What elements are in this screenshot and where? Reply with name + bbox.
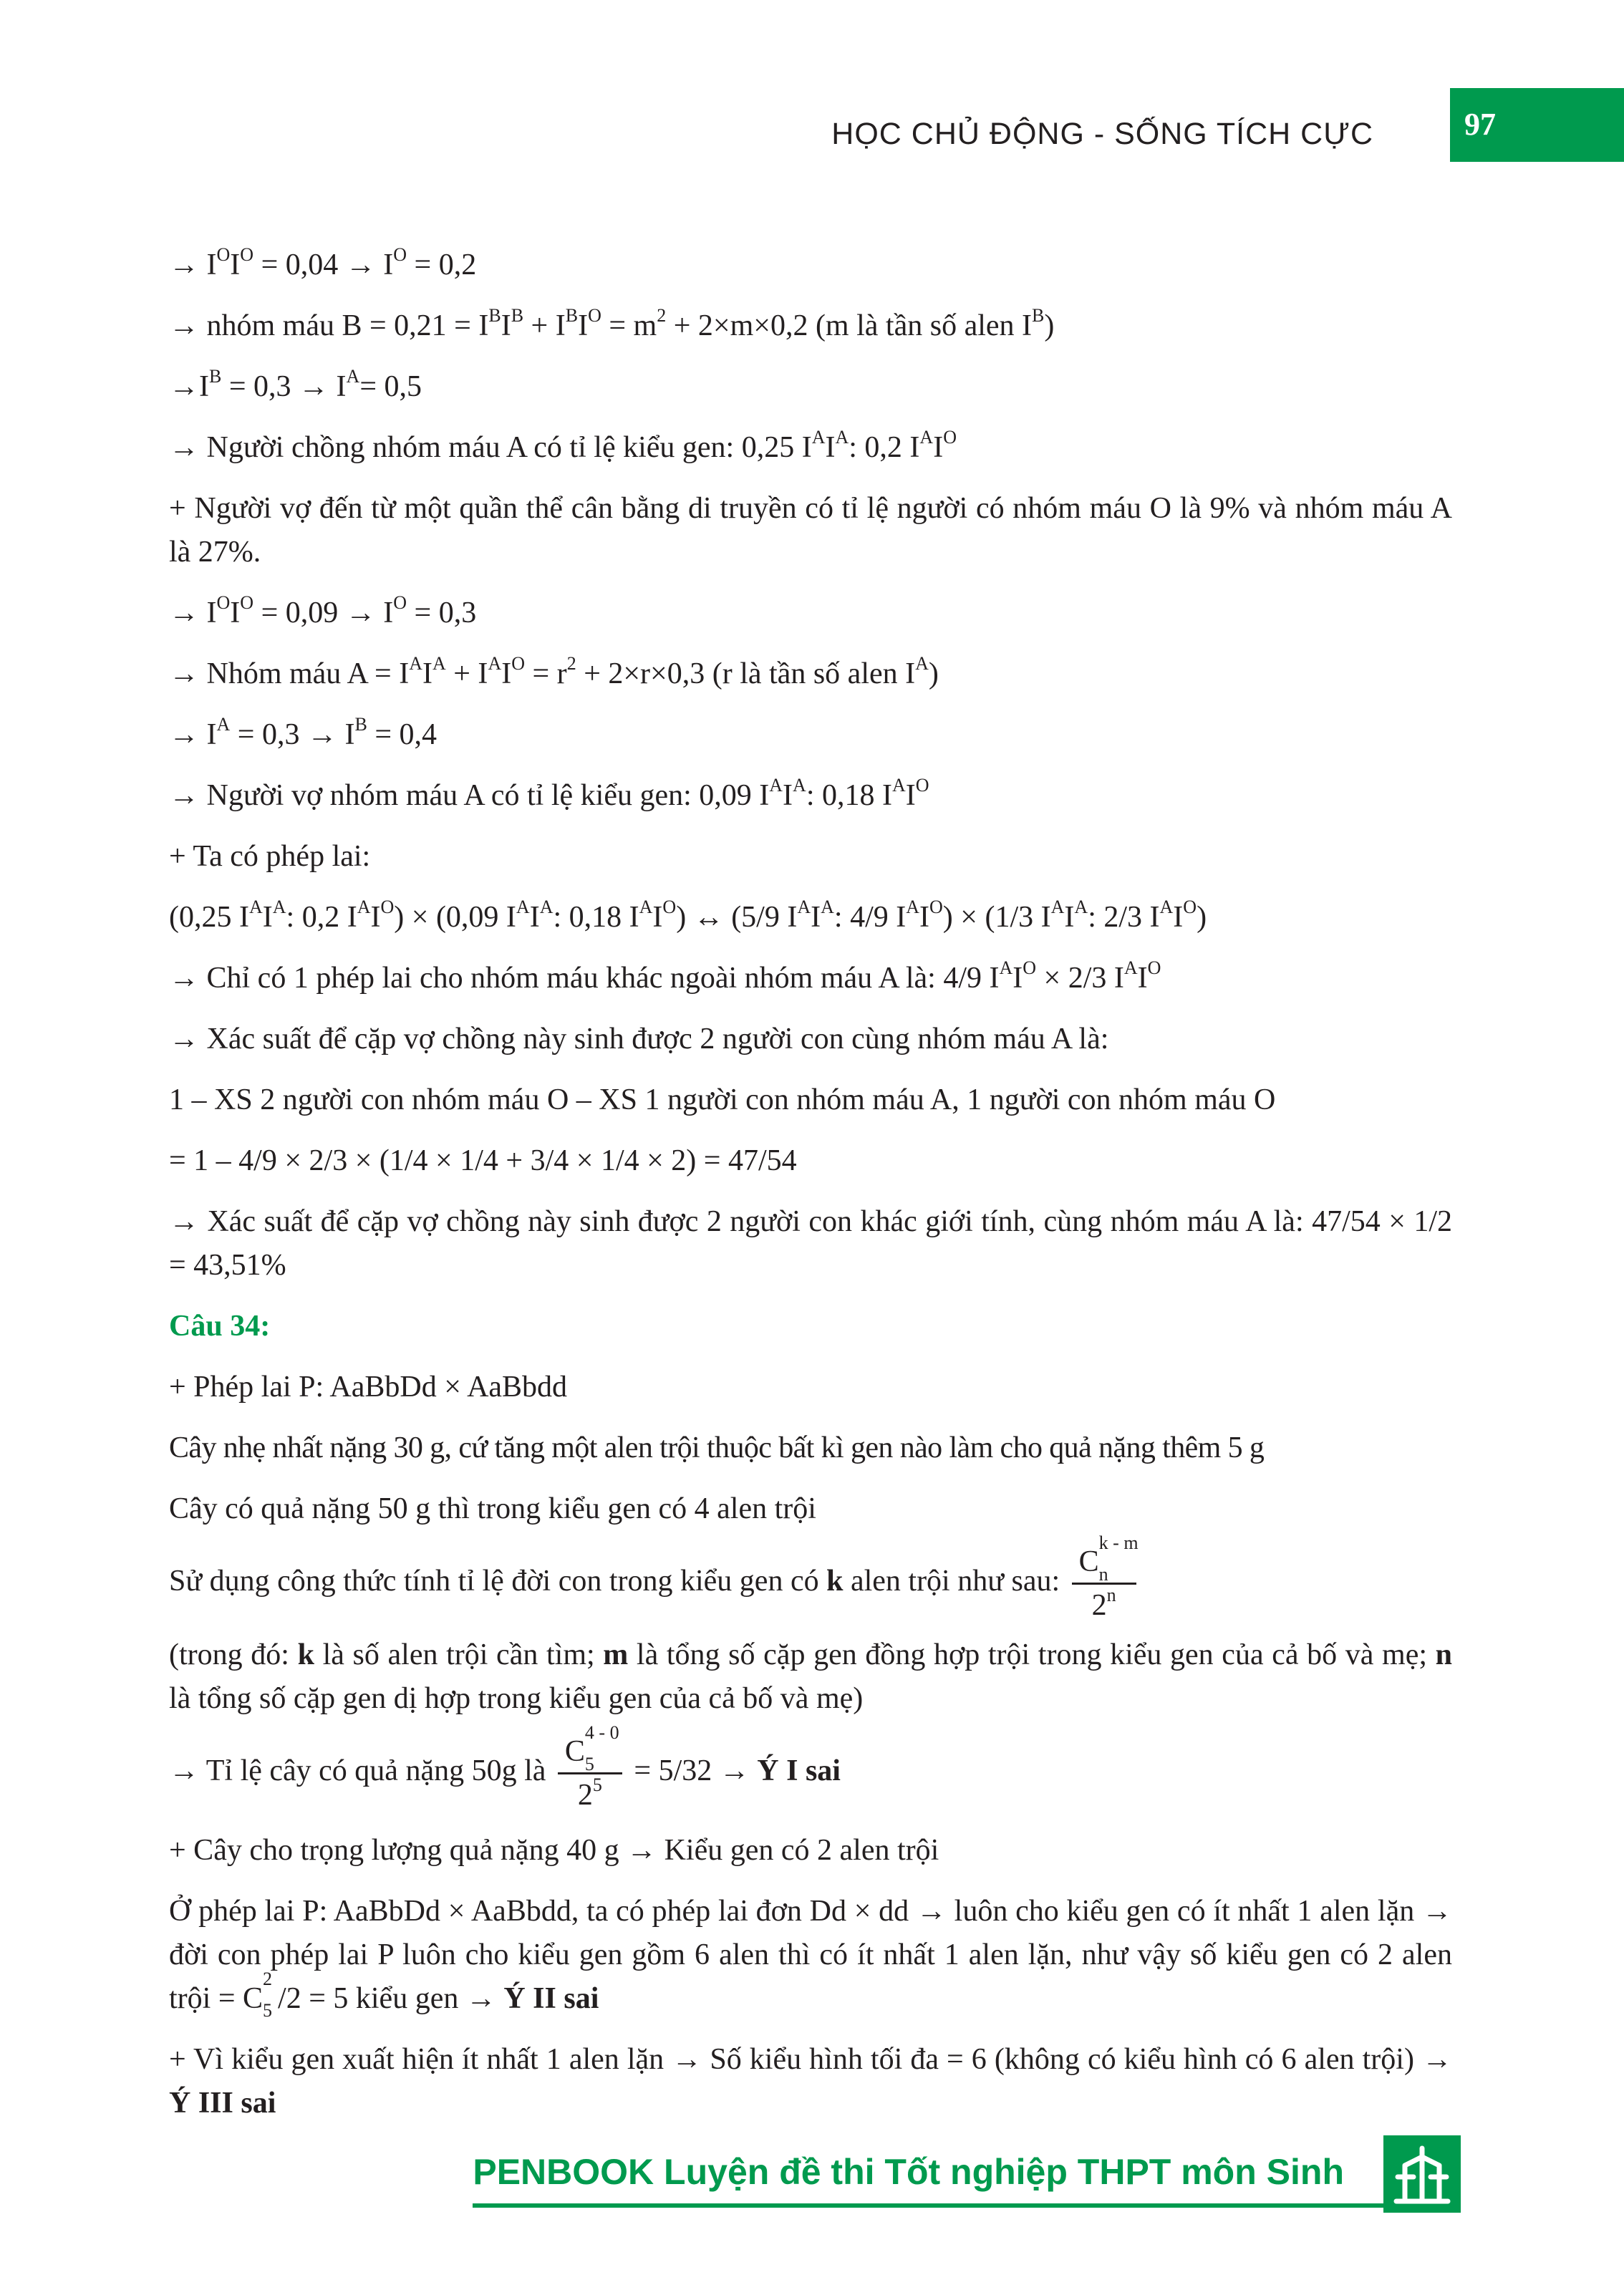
line-5: + Người vợ đến từ một quần thể cân bằng di truyền có tỉ lệ người có nhóm máu O là 9% và nhóm máu A là 27%. xyxy=(169,492,1452,569)
footer-rule xyxy=(473,2203,1391,2208)
line-13: → Xác suất để cặp vợ chồng này sinh được 2 người con cùng nhóm máu A là: xyxy=(169,1023,1109,1056)
footer-title: PENBOOK Luyện đề thi Tốt nghiệp THPT môn Sinh xyxy=(473,2152,1344,2192)
line-24: Ở phép lai P: AaBbDd × AaBbdd, ta có phép lai đơn Dd × dd → luôn cho kiểu gen có ít nhất 1 alen lặn → đời con phép lai P luôn cho kiểu gen gồm 6 alen thì có ít nhất 1 alen lặn, như vậy số kiểu gen có 2 alen trội = C 2 5 /2 = 5 kiểu gen → Ý II sai xyxy=(169,1895,1452,2021)
line-7: → Nhóm máu $A = I^AI^A + I^AI^O = r^2 + 2\times r\times 0,3$ (r là tần số alen $I^A$) xyxy=(169,653,939,690)
line-19: Cây có quả nặng 50 g thì trong kiểu gen có 4 alen trội xyxy=(169,1492,816,1525)
line-17: + Phép lai P: AaBbDd × AaBbdd xyxy=(169,1371,568,1404)
line-8: → $I^A = 0,3 \to I^B = 0,4$ xyxy=(169,714,437,751)
line-12: → Chỉ có 1 phép lai cho nhóm máu khác ngoài nhóm máu A là: 4/9 $I^AI^O \times 2/3$ $I^AI^O$ xyxy=(169,957,1161,995)
line-25: + Vì kiểu gen xuất hiện ít nhất 1 alen lặn → Số kiểu hình tối đa = 6 (không có kiểu hình có 6 alen trội) → Ý III sai xyxy=(169,2043,1453,2120)
line-10: + Ta có phép lai: xyxy=(169,840,371,873)
combination-c52: C 2 5 xyxy=(243,1969,273,2021)
line-1: → $I^OI^O = 0,04 \to I^O = 0,2$ xyxy=(169,244,477,281)
line-3: $\to I^B = 0,3 \to I^A= 0,5$ xyxy=(169,366,422,403)
page-number: 97 xyxy=(1464,107,1496,142)
formula-ratio: C 4 - 0 5 $2^5$ xyxy=(558,1731,622,1816)
page-content xyxy=(169,243,1452,2143)
formula-rate: C k - m n 2$^n$ xyxy=(1072,1541,1136,1626)
penbook-logo-icon xyxy=(1383,2135,1461,2213)
line-18: Cây nhẹ nhất nặng 30 g, cứ tăng một alen trội thuộc bất kì gen nào làm cho quả nặng thêm 5 g xyxy=(169,1431,1265,1464)
line-11: (0,25 $I^AI^A$: 0,2 $I^AI^O) \times (0,09$ $I^AI^A$: 0,18 $I^AI^O$) ↔ (5/9 $I^AI^A$: 4/9 $I^AI^O) \times (1/3$ $I^AI^A$: 2/3 $I^AI^O$) xyxy=(169,897,1207,934)
line-14: 1 – XS 2 người con nhóm máu O – XS 1 người con nhóm máu A, 1 người con nhóm máu O xyxy=(169,1083,1276,1116)
line-6: → $I^OI^O = 0,09 \to I^O = 0,3$ xyxy=(169,592,477,629)
line-2: → nhóm máu $B = 0,21 = I^BI^B + I^BI^O = m^2 + 2\times m\times 0,2$ (m là tần số alen $I^B$) xyxy=(169,305,1055,342)
line-23: + Cây cho trọng lượng quả nặng 40 g → Kiểu gen có 2 alen trội xyxy=(169,1834,939,1867)
line-15: = 1 – 4/9 × 2/3 × (1/4 × 1/4 + 3/4 × 1/4 × 2) = 47/54 xyxy=(169,1144,797,1177)
line-9: → Người vợ nhóm máu A có tỉ lệ kiểu gen: 0,09 $I^AI^A$: 0,18 $I^AI^O$ xyxy=(169,775,929,812)
line-16: → Xác suất để cặp vợ chồng này sinh được 2 người con khác giới tính, cùng nhóm máu A là: 47/54 × 1/2 = 43,51% xyxy=(169,1205,1452,1282)
line-20: Sử dụng công thức tính tỉ lệ đời con trong kiểu gen có k alen trội như sau: C k - m n 2$^n$ xyxy=(169,1541,1452,1626)
header-title: HỌC CHỦ ĐỘNG - SỐNG TÍCH CỰC xyxy=(831,117,1373,151)
penbook-logo-graphic xyxy=(1383,2135,1461,2213)
question-34-heading: Câu 34: xyxy=(169,1310,271,1343)
line-4: → Người chồng nhóm máu A có tỉ lệ kiểu gen: 0,25 $I^AI^A$: 0,2 $I^AI^O$ xyxy=(169,427,957,464)
line-21: (trong đó: k là số alen trội cần tìm; m là tổng số cặp gen đồng hợp trội trong kiểu gen của cả bố và mẹ; n là tổng số cặp gen dị hợp trong kiểu gen của cả bố và mẹ) xyxy=(169,1638,1453,1715)
line-22: → Tỉ lệ cây có quả nặng 50g là C 4 - 0 5 $2^5$ = 5/32 → Ý I sai xyxy=(169,1731,1452,1816)
